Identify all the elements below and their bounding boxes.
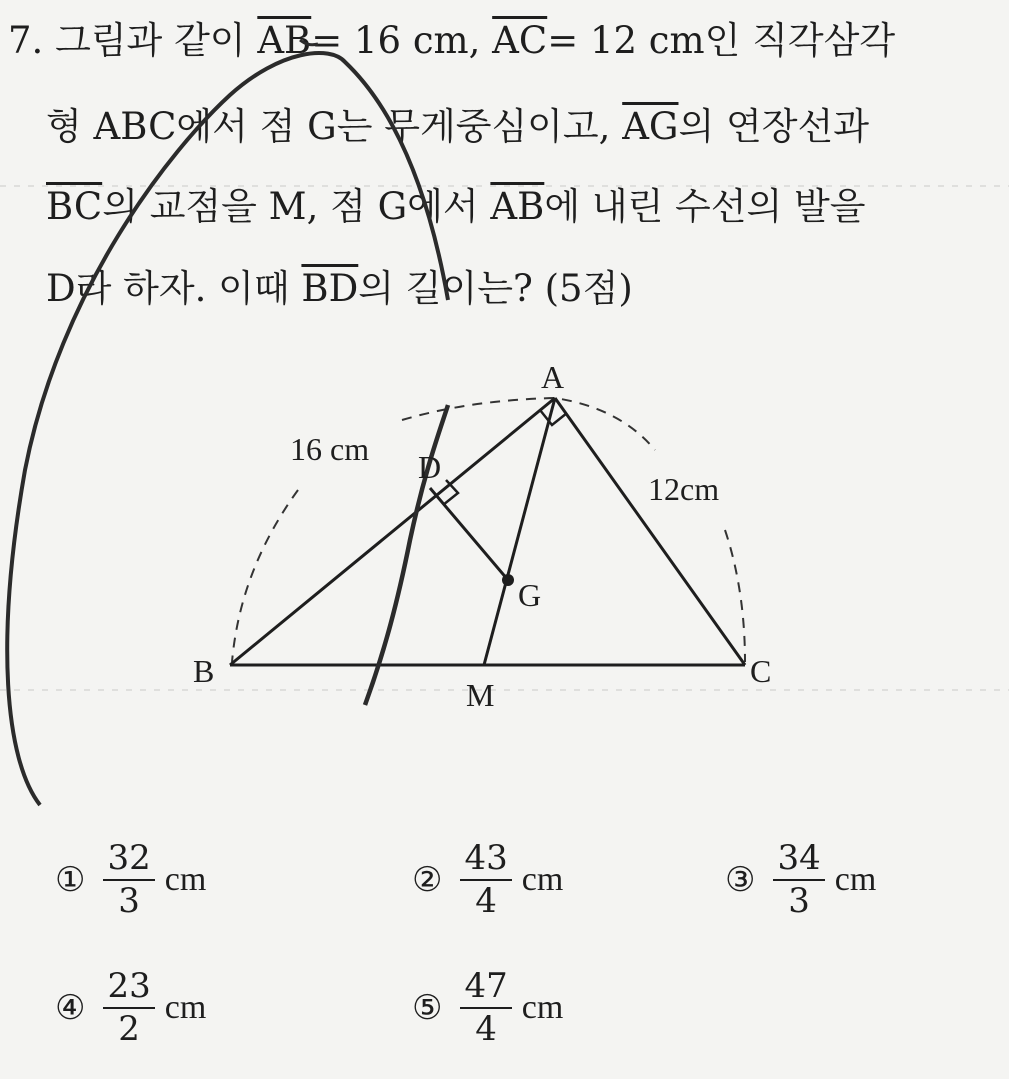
choice-number: ① bbox=[55, 860, 86, 901]
segment-bd: $\overline{BD}$ bbox=[301, 267, 359, 310]
segment-ab: $\overline{AB}$ bbox=[490, 185, 545, 228]
choice-number: ② bbox=[412, 860, 443, 901]
choice-1[interactable]: ① $\frac{32}{3}$ cm bbox=[55, 838, 207, 922]
side-ab bbox=[230, 398, 555, 665]
label-d: D bbox=[418, 449, 442, 485]
choice-number: ⑤ bbox=[412, 988, 443, 1029]
segment-bc: $\overline{BC}$ bbox=[46, 185, 103, 228]
label-a: A bbox=[541, 359, 565, 395]
right-angle-a bbox=[540, 410, 567, 425]
perpendicular-gd bbox=[430, 488, 508, 580]
label-side-ac: 12cm bbox=[648, 471, 720, 507]
segment-ac: $\overline{AC}$ bbox=[492, 19, 548, 62]
fraction: $\frac{34}{3}$ bbox=[773, 840, 824, 921]
question-line-1: 7. 그림과 같이 $\overline{AB}= 16$ cm, $\overline{AC}= 12$ cm인 직각삼각 bbox=[8, 19, 896, 62]
question-number: 7. bbox=[8, 19, 44, 62]
fraction: $\frac{43}{4}$ bbox=[460, 840, 511, 921]
fraction: $\frac{32}{3}$ bbox=[103, 840, 154, 921]
right-angle-d bbox=[443, 480, 458, 505]
segment-ag: $\overline{AG}$ bbox=[622, 105, 679, 148]
label-c: C bbox=[750, 653, 772, 689]
label-side-ab: 16 cm bbox=[290, 431, 370, 467]
choice-number: ④ bbox=[55, 988, 86, 1029]
choice-number: ③ bbox=[725, 860, 756, 901]
choice-2[interactable]: ② $\frac{43}{4}$ cm bbox=[412, 838, 564, 922]
label-m: M bbox=[466, 677, 495, 713]
segment-ab: $\overline{AB}$ bbox=[257, 19, 312, 62]
fraction: $\frac{47}{4}$ bbox=[460, 968, 511, 1049]
side-ac bbox=[555, 398, 745, 665]
question-line-2: 형 ABC에서 점 G는 무게중심이고, $\overline{AG}$의 연장선과 bbox=[46, 105, 869, 148]
label-b: B bbox=[193, 653, 215, 689]
choice-3[interactable]: ③ $\frac{34}{3}$ cm bbox=[725, 838, 877, 922]
question-line-3: $\overline{BC}$의 교점을 M, 점 G에서 $\overline{AB}$에 내린 수선의 발을 bbox=[46, 185, 866, 228]
choice-5[interactable]: ⑤ $\frac{47}{4}$ cm bbox=[412, 966, 564, 1050]
choice-4[interactable]: ④ $\frac{23}{2}$ cm bbox=[55, 966, 207, 1050]
question-line-4: D라 하자. 이때 $\overline{BD}$의 길이는? (5점) bbox=[46, 267, 633, 310]
pencil-mark bbox=[300, 40, 318, 45]
pencil-curve bbox=[7, 53, 448, 805]
centroid-point bbox=[502, 574, 514, 586]
label-g: G bbox=[518, 577, 542, 613]
median-am bbox=[484, 398, 555, 665]
fraction: $\frac{23}{2}$ bbox=[103, 968, 154, 1049]
